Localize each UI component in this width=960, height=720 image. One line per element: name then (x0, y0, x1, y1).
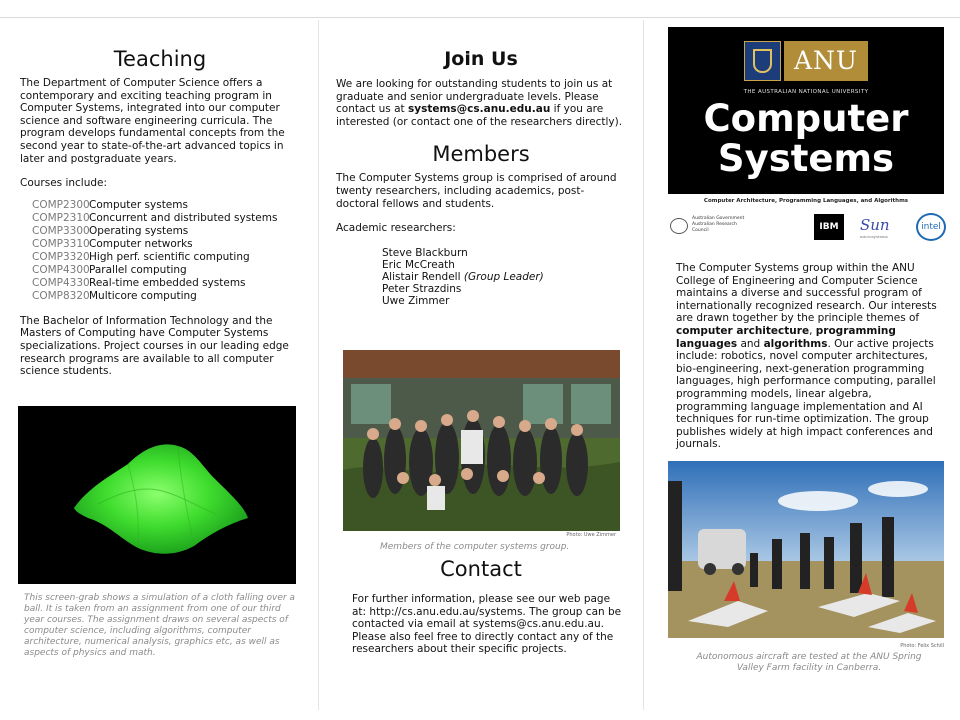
course-title: Operating systems (89, 224, 189, 237)
researcher-item: Alistair Rendell (Group Leader) (382, 270, 544, 283)
courses-label: Courses include: (20, 177, 108, 190)
course-code: COMP2300 (32, 198, 90, 211)
intel-logo: intel (916, 213, 946, 241)
join-text: We are looking for outstanding students to join us at graduate and senior undergraduate levels. Please contact us at systems@cs.anu.edu.au if you are interested (or contact one of the researchers directly). (336, 78, 623, 128)
group-leader-role: (Group Leader) (463, 270, 544, 283)
course-title: High perf. scientific computing (89, 250, 250, 263)
sponsor-logos (670, 212, 946, 244)
teaching-intro: The Department of Computer Science offers a contemporary and exciting teaching program in Computer Systems, integrated into our computer science and software engineering curricula. The program develops fundamental concepts from the second year to state-of-the-art advanced topics in later and postgraduate years. (20, 77, 285, 165)
group-photo (343, 350, 620, 531)
members-heading: Members (432, 142, 530, 167)
course-item (32, 212, 300, 225)
anu-logo (744, 41, 868, 81)
university-name: THE AUSTRALIAN NATIONAL UNIVERSITY (743, 89, 869, 95)
sun-logo: Sun microsystems (860, 216, 890, 239)
course-item (32, 290, 300, 303)
teaching-panel (20, 20, 300, 710)
join-heading: Join Us (444, 48, 518, 70)
course-title: Multicore computing (89, 289, 197, 302)
course-title: Real-time embedded systems (89, 276, 246, 289)
researcher-item: Eric McCreath (382, 258, 455, 271)
course-title: Concurrent and distributed systems (89, 211, 278, 224)
group-photo-credit: Photo: Uwe Zimmer (566, 532, 616, 538)
fold-divider-2 (643, 20, 644, 710)
aircraft-photo (668, 461, 944, 638)
cover-banner (668, 27, 944, 194)
course-item (32, 238, 300, 251)
anu-wordmark: ANU (784, 41, 868, 81)
course-code: COMP4300 (32, 263, 90, 276)
researchers-label: Academic researchers: (336, 222, 456, 235)
coat-of-arms-icon (670, 218, 688, 234)
join-members-contact-panel (336, 20, 626, 710)
join-email: systems@cs.anu.edu.au (407, 103, 551, 116)
course-code: COMP8320 (32, 289, 90, 302)
aircraft-photo-caption: Autonomous aircraft are tested at the ANU Spring Valley Farm facility in Canberra. (696, 652, 922, 673)
cover-panel (666, 20, 946, 710)
contact-text: For further information, please see our web page at: http://cs.anu.edu.au/systems. The group can be contacted via email at systems@cs.anu.edu.au. Please also feel free to directly contact any of the researchers about their specific projects. (352, 593, 622, 656)
researcher-item: Steve Blackburn (382, 246, 468, 259)
course-list (32, 199, 300, 303)
course-title: Computer networks (89, 237, 193, 250)
course-item (32, 277, 300, 290)
fold-divider-1 (318, 20, 319, 710)
course-item (32, 225, 300, 238)
course-title: Parallel computing (89, 263, 187, 276)
researcher-item: Uwe Zimmer (382, 294, 450, 307)
course-code: COMP3300 (32, 224, 90, 237)
members-intro: The Computer Systems group is comprised of around twenty researchers, including academics, post-doctoral fellows and students. (336, 172, 617, 210)
contact-heading: Contact (440, 557, 522, 581)
researcher-list (382, 247, 626, 307)
course-code: COMP3320 (32, 250, 90, 263)
australian-research-council-logo: Australian Government Australian Research Council (670, 216, 748, 234)
course-item (32, 264, 300, 277)
cloth-simulation-image (18, 406, 296, 584)
degrees-text: The Bachelor of Information Technology and the Masters of Computing have Computer Systems specializations. Project courses in our leading edge research programs are available to all computer science students. (20, 314, 289, 378)
ibm-logo: IBM (814, 214, 844, 240)
cover-title: Computer Systems (703, 97, 909, 180)
course-code: COMP2310 (32, 211, 90, 224)
anu-crest-icon (744, 41, 781, 81)
course-item (32, 251, 300, 264)
course-item (32, 199, 300, 212)
course-code: COMP4330 (32, 276, 90, 289)
course-title: Computer systems (89, 198, 188, 211)
group-photo-caption: Members of the computer systems group. (380, 542, 570, 552)
aircraft-photo-credit: Photo: Felix Schill (900, 643, 944, 649)
group-description: The Computer Systems group within the ANU College of Engineering and Computer Science maintains a diverse and successful program of internationally recognized research. Our interests are drawn together by the principle themes of computer architecture, programming languages and algorithms. Our active projects include: robotics, novel computer architectures, bio-engineering, next-generation programming languages, high performance computing, parallel programming models, linear algebra, programming language implementation and AI techniques for run-time optimization. The group publishes widely at high impact conferences and journals. (676, 262, 937, 451)
cover-tagline: Computer Architecture, Programming Languages, and Algorithms (703, 198, 909, 204)
cloth-caption: This screen-grab shows a simulation of a cloth falling over a ball. It is taken from an assignment from one of our third year courses. The assignment draws on several aspects of computer science, including algorithms, computer architecture, numerical analysis, graphics etc, as well as aspects of physics and math. (24, 593, 295, 658)
top-bar (0, 0, 960, 18)
researcher-item: Peter Strazdins (382, 282, 462, 295)
course-code: COMP3310 (32, 237, 90, 250)
teaching-heading: Teaching (113, 47, 207, 71)
